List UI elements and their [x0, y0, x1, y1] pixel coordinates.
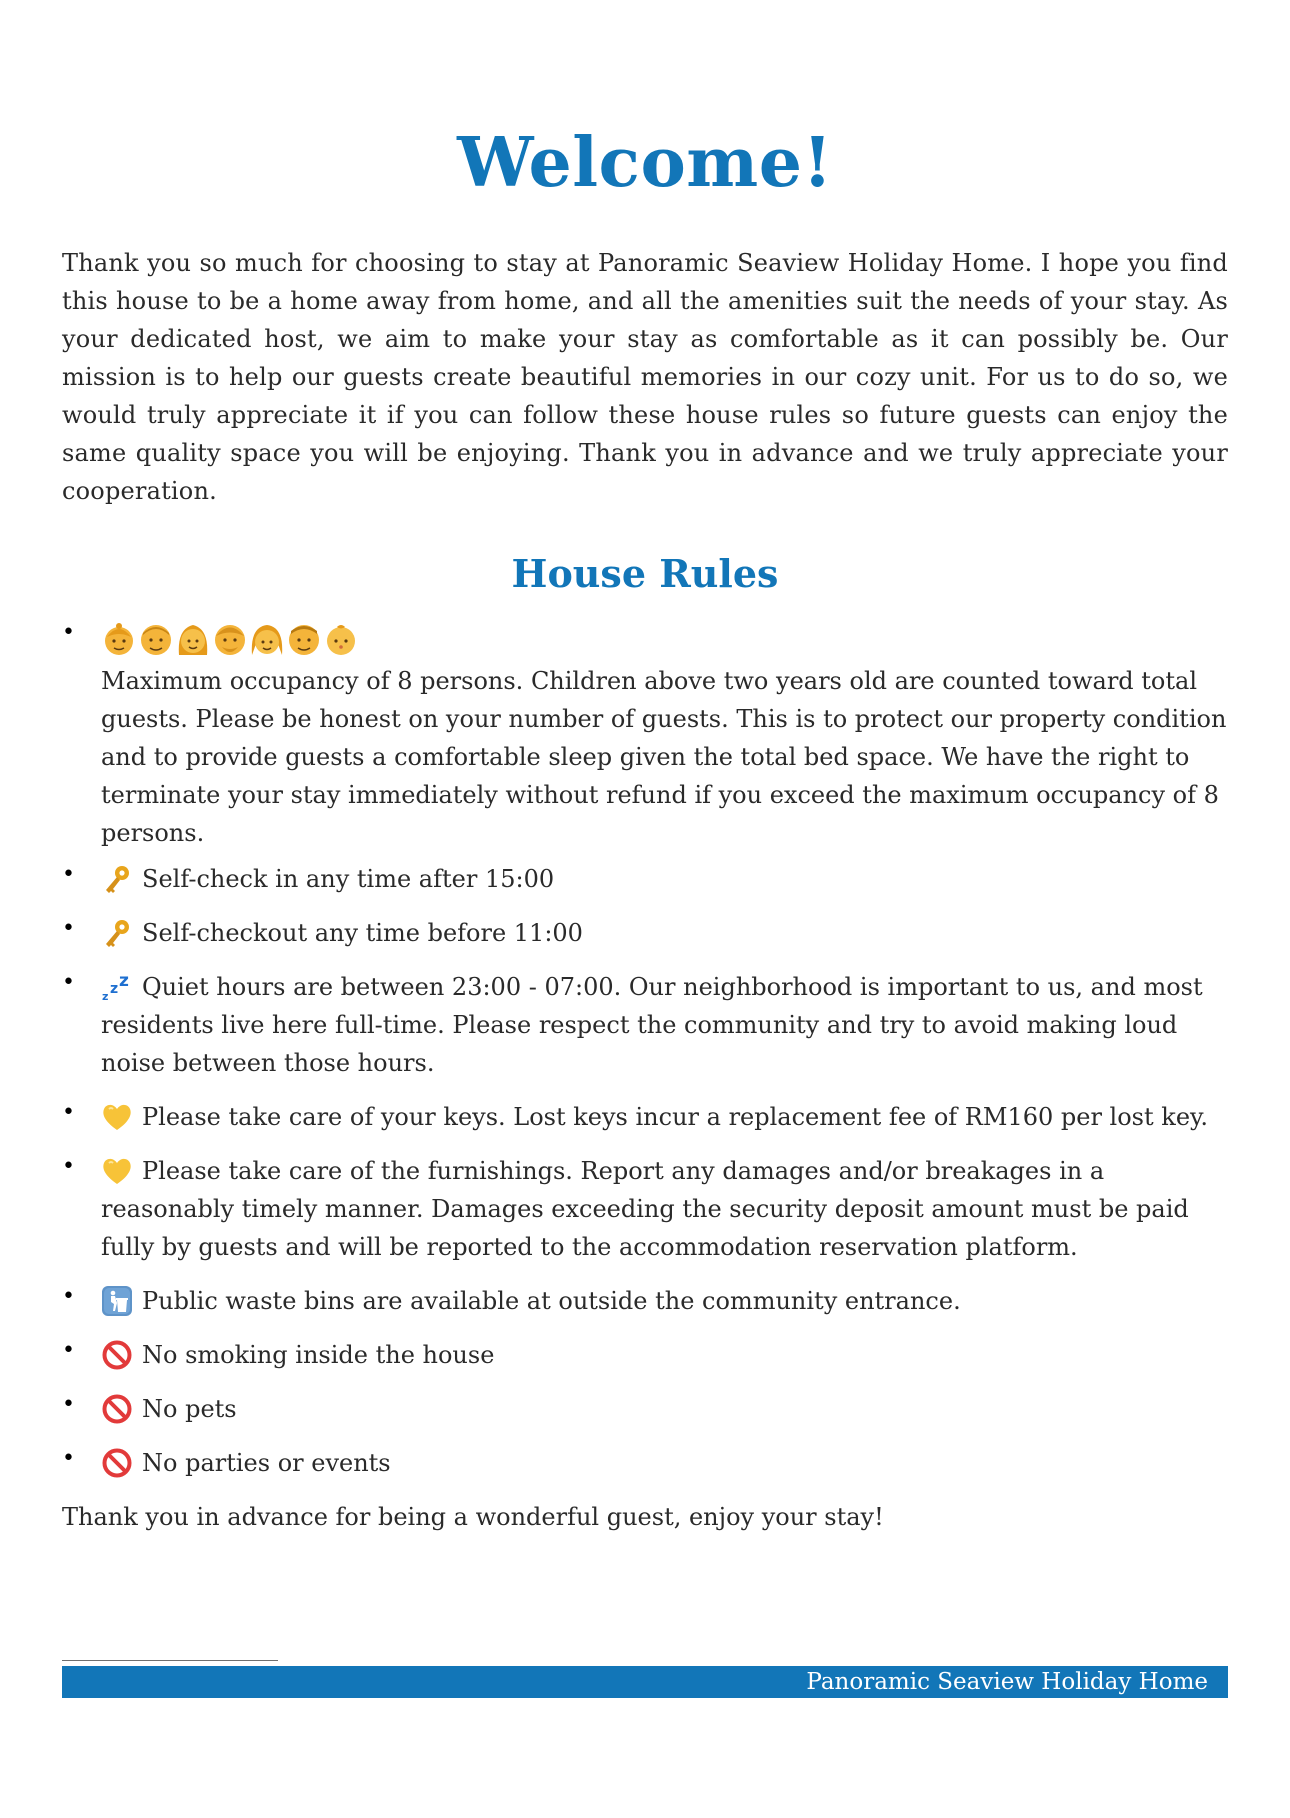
prohibited-icon — [101, 1339, 135, 1369]
rule-text: No pets — [142, 1395, 237, 1423]
litter-bin-icon — [101, 1285, 135, 1315]
rule-text: Self-checkout any time before 11:00 — [142, 919, 583, 947]
rule-text: Quiet hours are between 23:00 - 07:00. Our neighborhood is important to us, and most residents live here full-time. Please respect the community and try to avoid making loud noise between those hours. — [101, 973, 1203, 1077]
rule-no-smoking — [62, 1336, 1228, 1374]
bullet-icon: • — [62, 1154, 75, 1179]
intro-paragraph: Thank you so much for choosing to stay at Panoramic Seaview Holiday Home. I hope you find this house to be a home away from home, and all the amenities suit the needs of your stay. As your dedicated host, we aim to make your stay as comfortable as it can possibly be. Our mission is to help our guests create beautiful memories in our cozy unit. For us to do so, we would truly appreciate it if you can follow these house rules so future guests can enjoy the same quality space you will be enjoying. Thank you in advance and we truly appreciate your cooperation. — [62, 249, 1228, 505]
rule-max-occupancy — [62, 618, 1228, 852]
house-rules-heading: House Rules — [511, 551, 779, 596]
prohibited-icon — [101, 1393, 135, 1423]
svg-text:z: z — [110, 981, 119, 997]
bullet-icon: • — [62, 1100, 75, 1125]
bullet-icon: • — [62, 1446, 75, 1471]
bullet-icon: • — [62, 620, 75, 645]
bullet-icon: • — [62, 862, 75, 887]
footnote-divider — [62, 1660, 278, 1661]
rule-keys — [62, 1098, 1228, 1136]
yellow-heart-icon — [101, 1155, 135, 1185]
house-rules-list — [62, 618, 1228, 1498]
closing-message: Thank you in advance for being a wonderful guest, enjoy your stay! — [62, 1503, 884, 1531]
rule-waste-bins — [62, 1282, 1228, 1320]
rule-no-pets — [62, 1390, 1228, 1428]
rule-no-parties — [62, 1444, 1228, 1482]
rule-quiet-hours — [62, 968, 1228, 1082]
prohibited-icon — [101, 1447, 135, 1477]
yellow-heart-icon — [101, 1101, 135, 1131]
svg-text:z: z — [119, 971, 129, 991]
page-title: Welcome! — [457, 123, 833, 203]
rule-text: Self-check in any time after 15:00 — [142, 865, 555, 893]
rule-text: Please take care of the furnishings. Report any damages and/or breakages in a reasonably timely manner. Damages exceeding the security deposit amount must be paid fully by guests and will be reported to the accommodation reservation platform. — [101, 1157, 1189, 1261]
bullet-icon: • — [62, 916, 75, 941]
rule-check-out — [62, 914, 1228, 952]
zzz-sleep-icon — [101, 971, 135, 1001]
rule-text: Public waste bins are available at outside the community entrance. — [142, 1287, 961, 1315]
bullet-icon: • — [62, 1284, 75, 1309]
rule-text: No parties or events — [142, 1449, 391, 1477]
bullet-icon: • — [62, 970, 75, 995]
rule-furnishings — [62, 1152, 1228, 1266]
rule-text: Please take care of your keys. Lost keys incur a replacement fee of RM160 per lost key. — [142, 1103, 1209, 1131]
bullet-icon: • — [62, 1338, 75, 1363]
key-icon — [101, 863, 135, 893]
rule-text: No smoking inside the house — [142, 1341, 495, 1369]
rule-check-in — [62, 860, 1228, 898]
key-icon — [101, 917, 135, 947]
footer-bar — [62, 1666, 1228, 1698]
bullet-icon: • — [62, 1392, 75, 1417]
rule-text: Maximum occupancy of 8 persons. Children above two years old are counted toward total guests. Please be honest on your number of guests. This is to protect our property condition and to provide guests a comfortable sleep given the total bed space. We have the right to terminate your stay immediately without refund if you exceed the maximum occupancy of 8 persons. — [101, 667, 1227, 847]
svg-text:z: z — [102, 990, 109, 1003]
footer-text: Panoramic Seaview Holiday Home — [806, 1669, 1208, 1695]
people-faces-icon — [101, 618, 1228, 660]
